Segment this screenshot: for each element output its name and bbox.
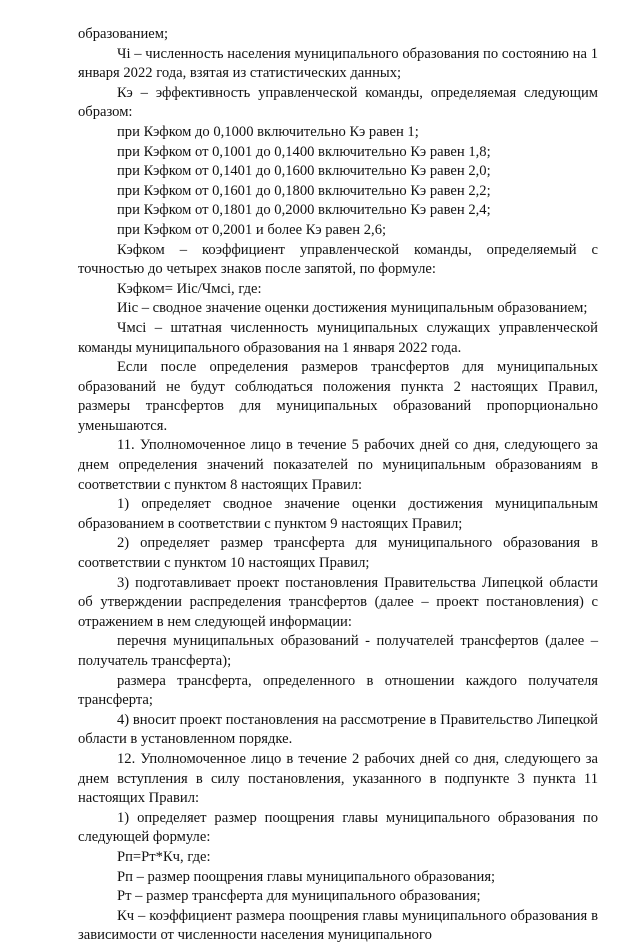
paragraph: Кэ – эффективность управленческой команды, определяемая следующим образом: <box>78 84 598 121</box>
paragraph: 1) определяет сводное значение оценки достижения муниципальным образованием в соответствии с пунктом 9 настоящих Правил; <box>78 496 598 532</box>
list-item: при Кэфком от 0,1801 до 0,2000 включительно Кэ равен 2,4; <box>117 202 491 219</box>
formula: Кэфком= Иic/Чмсi, где: <box>117 280 262 297</box>
paragraph: Рп – размер поощрения главы муниципального образования; <box>117 868 496 885</box>
list-item: при Кэфком от 0,1001 до 0,1400 включительно Кэ равен 1,8; <box>117 143 491 160</box>
paragraph: перечня муниципальных образований - получателей трансфертов (далее – получатель трансферта); <box>78 633 598 669</box>
paragraph: 2) определяет размер трансферта для муниципального образования в соответствии с пунктом 10 настоящих Правил; <box>78 535 598 572</box>
paragraph: 3) подготавливает проект постановления Правительства Липецкой области об утверждении распределения трансфертов (далее – проект постановления) с отражением в нем следующей информации: <box>78 574 598 630</box>
paragraph: 4) вносит проект постановления на рассмотрение в Правительство Липецкой области в установленном порядке. <box>78 711 598 748</box>
paragraph: образованием; <box>78 26 169 42</box>
paragraph: размера трансферта, определенного в отношении каждого получателя трансферта; <box>78 672 598 709</box>
formula: Рп=Рт*Кч, где: <box>117 848 211 865</box>
paragraph: Рт – размер трансферта для муниципального образования; <box>117 888 481 905</box>
section-12: 12. Уполномоченное лицо в течение 2 рабочих дней со дня, следующего за днем вступления в силу постановления, указанного в подпункте 3 пункта 11 настоящих Правил: <box>78 750 598 807</box>
list-item: при Кэфком от 0,2001 и более Кэ равен 2,6; <box>117 221 387 238</box>
paragraph: Кч – коэффициент размера поощрения главы муниципального образования в зависимости от численности населения муниципального <box>78 907 598 944</box>
document-body <box>78 25 598 946</box>
paragraph: Кэфком – коэффициент управленческой команды, определяемый с точностью до четырех знаков после запятой, по формуле: <box>78 241 598 278</box>
list-item: при Кэфком от 0,1601 до 0,1800 включительно Кэ равен 2,2; <box>117 182 491 199</box>
list-item: при Кэфком до 0,1000 включительно Кэ равен 1; <box>117 123 419 140</box>
paragraph: Иic – сводное значение оценки достижения муниципальным образованием; <box>117 300 588 317</box>
paragraph: Чi – численность населения муниципального образования по состоянию на 1 января 2022 года, взятая из статистических данных; <box>78 45 598 82</box>
section-11: 11. Уполномоченное лицо в течение 5 рабочих дней со дня, следующего за днем определения значений показателей по муниципальным образованиям в соответствии с пунктом 8 настоящих Правил: <box>78 437 598 493</box>
paragraph: Если после определения размеров трансфертов для муниципальных образований не будут соблюдаться положения пункта 2 настоящих Правил, размеры трансфертов для муниципальных образований пропорционально уменьшаются. <box>78 359 598 434</box>
paragraph: Чмсi – штатная численность муниципальных служащих управленческой команды муниципального образования на 1 января 2022 года. <box>78 319 598 356</box>
paragraph: 1) определяет размер поощрения главы муниципального образования по следующей формуле: <box>78 809 598 846</box>
list-item: при Кэфком от 0,1401 до 0,1600 включительно Кэ равен 2,0; <box>117 163 491 180</box>
